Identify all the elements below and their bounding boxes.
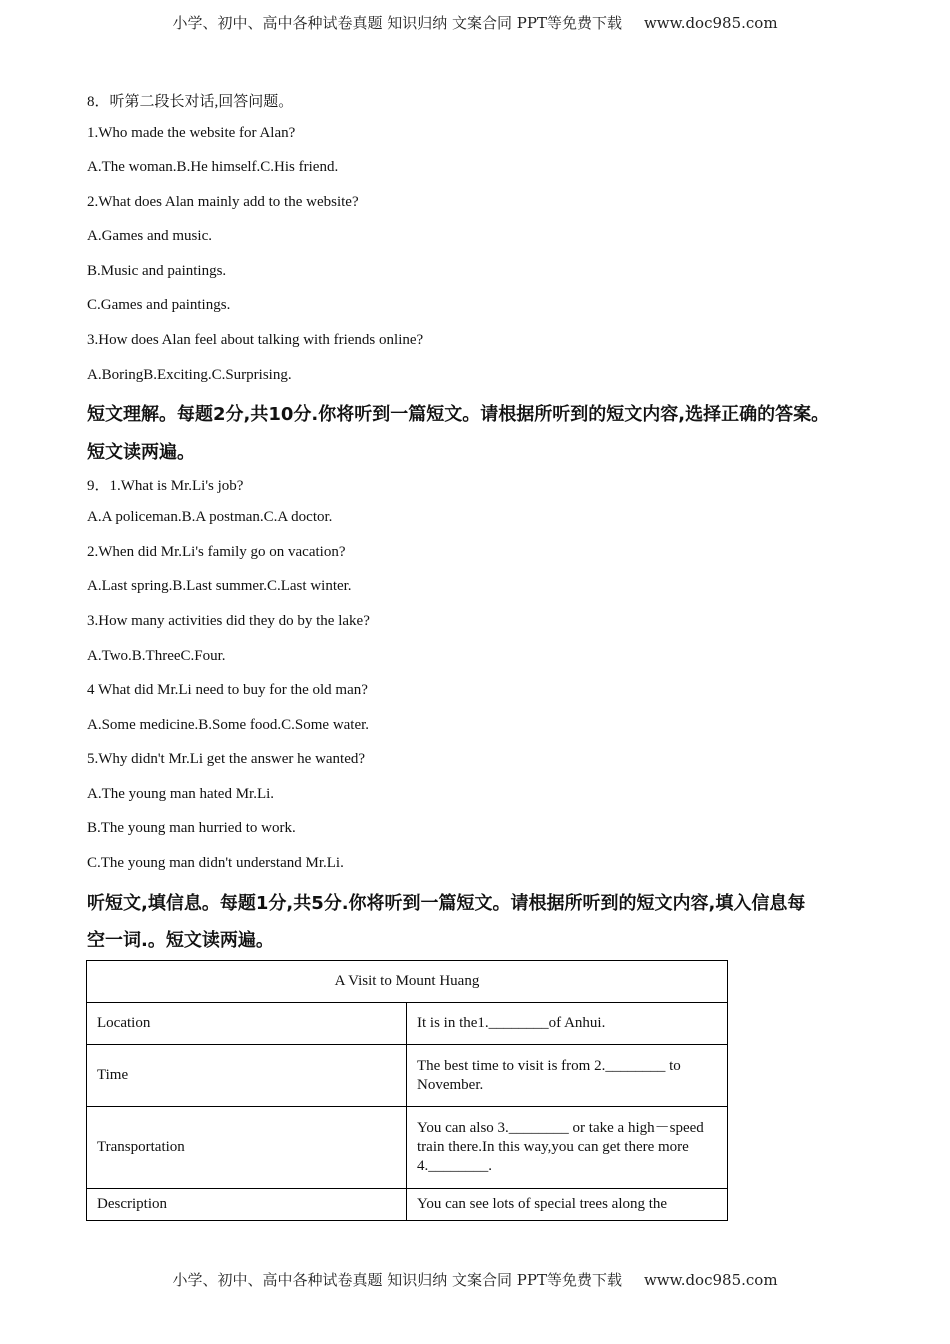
table-row (87, 1045, 728, 1107)
table-row (87, 1107, 728, 1189)
q8-line: C.Games and paintings. (87, 297, 231, 313)
section2-heading: 短文理解。每题2分,共10分.你将听到一篇短文。请根据所听到的短文内容,选择正确的答案。 (87, 404, 830, 425)
header-text: 小学、初中、高中各种试卷真题 知识归纳 文案合同 PPT等免费下载 (172, 14, 622, 32)
q9-line: C.The young man didn't understand Mr.Li. (87, 855, 344, 871)
q8-intro: 8．听第二段长对话,回答问题。 (87, 94, 294, 110)
q9-line: 3.How many activities did they do by the lake? (87, 613, 370, 629)
q8-line: 2.What does Alan mainly add to the website? (87, 194, 359, 210)
q9-line: B.The young man hurried to work. (87, 820, 296, 836)
row-value: You can see lots of special trees along the (407, 1189, 728, 1221)
q9-line: A.A policeman.B.A postman.C.A doctor. (87, 509, 333, 525)
row-label: Time (87, 1045, 407, 1107)
row-value: You can also 3.________ or take a high－speed train there.In this way,you can get there more 4.________. (407, 1107, 728, 1189)
q8-line: A.The woman.B.He himself.C.His friend. (87, 159, 339, 175)
q9-line: 9．1.What is Mr.Li's job? (87, 478, 244, 494)
row-label: Location (87, 1003, 407, 1045)
q9-line: A.Two.B.ThreeC.Four. (87, 648, 226, 664)
q8-line: 1.Who made the website for Alan? (87, 125, 296, 141)
q9-line: 5.Why didn't Mr.Li get the answer he wanted? (87, 751, 366, 767)
table-row (87, 1003, 728, 1045)
row-label: Transportation (87, 1107, 407, 1189)
page-header (0, 12, 950, 33)
q8-line: 3.How does Alan feel about talking with friends online? (87, 332, 424, 348)
q9-line: A.Last spring.B.Last summer.C.Last winter. (87, 578, 352, 594)
q8-line: A.BoringB.Exciting.C.Surprising. (87, 367, 292, 383)
section3-heading-cont: 空一词.。短文读两遍。 (87, 930, 274, 951)
header-site: www.doc985.com (643, 14, 778, 32)
q9-line: A.Some medicine.B.Some food.C.Some water. (87, 717, 370, 733)
row-value: The best time to visit is from 2.________ to November. (407, 1045, 728, 1107)
table-row (87, 1189, 728, 1221)
section2-heading-cont: 短文读两遍。 (87, 442, 195, 463)
section3-heading: 听短文,填信息。每题1分,共5分.你将听到一篇短文。请根据所听到的短文内容,填入信息每 (87, 893, 806, 914)
footer-text: 小学、初中、高中各种试卷真题 知识归纳 文案合同 PPT等免费下载 (172, 1271, 622, 1289)
page-footer (0, 1269, 950, 1290)
footer-site: www.doc985.com (643, 1271, 778, 1289)
row-label: Description (87, 1189, 407, 1221)
q8-line: B.Music and paintings. (87, 263, 227, 279)
row-value: It is in the1.________of Anhui. (407, 1003, 728, 1045)
q9-line: 2.When did Mr.Li's family go on vacation? (87, 544, 346, 560)
table-title: A Visit to Mount Huang (87, 961, 728, 1003)
q9-line: A.The young man hated Mr.Li. (87, 786, 275, 802)
table-title-row (87, 961, 728, 1003)
info-table (86, 960, 728, 1221)
q8-line: A.Games and music. (87, 228, 212, 244)
q9-line: 4 What did Mr.Li need to buy for the old man? (87, 682, 368, 698)
